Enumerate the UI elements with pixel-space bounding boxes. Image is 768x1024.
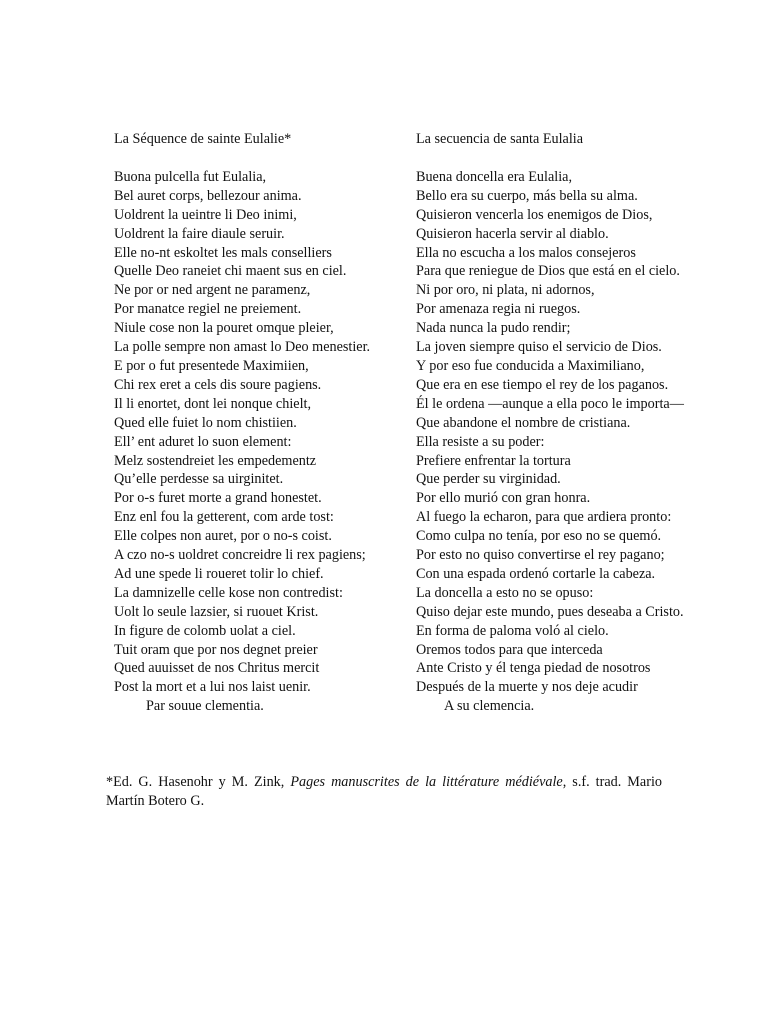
translation-verse-list (416, 168, 728, 697)
translation-verse-line: Que perder su virginidad. (416, 471, 561, 488)
translation-verse-line: Por esto no quiso convertirse el rey pagano; (416, 547, 665, 564)
original-verse-list (114, 168, 410, 697)
original-verse-line: La polle sempre non amast lo Deo menestier. (114, 339, 371, 356)
original-verse-line: Por o-s furet morte a grand honestet. (114, 490, 322, 507)
translation-verse-line: Ella resiste a su poder: (416, 433, 545, 450)
original-verse-line: Ell’ ent aduret lo suon element: (114, 433, 292, 450)
original-verse-line: Niule cose non la pouret omque pleier, (114, 320, 334, 337)
original-text-title: La Séquence de sainte Eulalie* (114, 131, 292, 147)
footnote-work-title: Pages manuscrites de la littérature médiévale (290, 774, 563, 790)
translation-verse-line: Después de la muerte y nos deje acudir (416, 679, 638, 696)
original-text-column (114, 130, 410, 716)
translation-verse-line: Quisieron hacerla servir al diablo. (416, 225, 609, 242)
translation-verse-final: A su clemencia. (444, 698, 535, 715)
translation-column (416, 130, 728, 716)
original-verse-line: A czo no-s uoldret concreidre li rex pagiens; (114, 547, 366, 564)
translation-verse-line: Por amenaza regia ni ruegos. (416, 301, 581, 318)
original-verse-line: Post la mort et a lui nos laist uenir. (114, 679, 311, 696)
translation-verse-line: Por ello murió con gran honra. (416, 490, 591, 507)
footnote-prefix: *Ed. G. Hasenohr y M. Zink, (106, 774, 291, 790)
original-verse-line: Uoldrent la faire diaule seruir. (114, 225, 285, 242)
original-verse-line: Chi rex eret a cels dis soure pagiens. (114, 376, 322, 393)
translation-verse-line: Buena doncella era Eulalia, (416, 168, 572, 185)
original-verse-line: Melz sostendreiet les empedementz (114, 452, 317, 469)
original-verse-line: Qu’elle perdesse sa uirginitet. (114, 471, 284, 488)
original-verse-line: Enz enl fou la getterent, com arde tost: (114, 509, 334, 526)
translation-verse-line: Ante Cristo y él tenga piedad de nosotros (416, 660, 651, 677)
translation-verse-line: La joven siempre quiso el servicio de Dios. (416, 339, 662, 356)
translation-verse-line: Quisieron vencerla los enemigos de Dios, (416, 206, 653, 223)
translation-verse-line: Ni por oro, ni plata, ni adornos, (416, 282, 595, 299)
original-verse-line: La damnizelle celle kose non contredist: (114, 584, 343, 601)
footnote-suffix: , s.f. trad. Mario Martín Botero G. (106, 774, 662, 809)
original-verse-line: Qued auuisset de nos Chritus mercit (114, 660, 320, 677)
translation-verse-line: Que abandone el nombre de cristiana. (416, 414, 631, 431)
footnote (106, 773, 662, 811)
original-verse-line: E por o fut presentede Maximiien, (114, 357, 309, 374)
original-verse-line: Elle no-nt eskoltet les mals conselliers (114, 244, 332, 261)
original-verse-line: Ad une spede li roueret tolir lo chief. (114, 565, 324, 582)
translation-verse-line: Como culpa no tenía, por eso no se quemó. (416, 528, 662, 545)
original-verse-line: Bel auret corps, bellezour anima. (114, 187, 302, 204)
translation-verse-line: La doncella a esto no se opuso: (416, 584, 594, 601)
translation-verse-line: Y por eso fue conducida a Maximiliano, (416, 357, 645, 374)
translation-verse-line: Bello era su cuerpo, más bella su alma. (416, 187, 638, 204)
translation-verse-line: Con una espada ordenó cortarle la cabeza. (416, 565, 656, 582)
original-verse-line: Uoldrent la ueintre li Deo inimi, (114, 206, 297, 223)
translation-verse-line: Él le ordena —aunque a ella poco le importa— (416, 395, 684, 412)
original-verse-line: Ne por or ned argent ne paramenz, (114, 282, 311, 299)
original-verse-line: Elle colpes non auret, por o no-s coist. (114, 528, 332, 545)
translation-verse-line: En forma de paloma voló al cielo. (416, 622, 609, 639)
translation-verse-line: Nada nunca la pudo rendir; (416, 320, 571, 337)
translation-title: La secuencia de santa Eulalia (416, 131, 584, 147)
original-verse-final: Par souue clementia. (146, 698, 264, 715)
original-verse-line: In figure de colomb uolat a ciel. (114, 622, 296, 639)
translation-verse-line: Prefiere enfrentar la tortura (416, 452, 571, 469)
original-verse-line: Buona pulcella fut Eulalia, (114, 168, 267, 185)
translation-verse-line: Que era en ese tiempo el rey de los paganos. (416, 376, 669, 393)
original-verse-line: Qued elle fuiet lo nom chistiien. (114, 414, 297, 431)
translation-verse-line: Quiso dejar este mundo, pues deseaba a Cristo. (416, 603, 684, 620)
original-verse-line: Uolt lo seule lazsier, si ruouet Krist. (114, 603, 319, 620)
translation-verse-line: Ella no escucha a los malos consejeros (416, 244, 636, 261)
translation-verse-line: Oremos todos para que interceda (416, 641, 603, 658)
original-verse-line: Quelle Deo raneiet chi maent sus en ciel. (114, 263, 347, 280)
original-verse-line: Il li enortet, dont lei nonque chielt, (114, 395, 311, 412)
translation-verse-line: Al fuego la echaron, para que ardiera pronto: (416, 509, 672, 526)
translation-verse-line: Para que reniegue de Dios que está en el cielo. (416, 263, 680, 280)
original-verse-line: Tuit oram que por nos degnet preier (114, 641, 318, 658)
original-verse-line: Por manatce regiel ne preiement. (114, 301, 302, 318)
